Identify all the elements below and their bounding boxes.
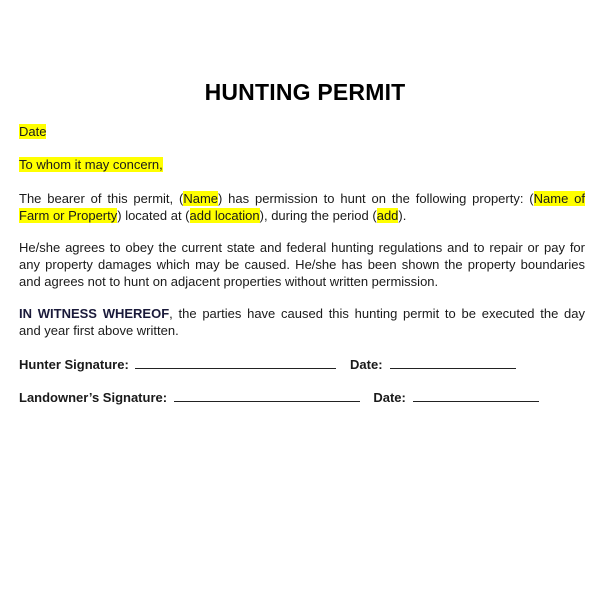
hunter-date-label: Date:: [350, 357, 383, 372]
location-placeholder: add location: [189, 208, 260, 223]
regulations-paragraph: [19, 239, 585, 290]
landowner-signature-row: [19, 389, 539, 405]
document-title: HUNTING PERMIT: [204, 79, 406, 105]
witness-text: , the parties have caused this hunting permit to be executed the day: [169, 306, 585, 321]
hunter-date-field[interactable]: [390, 356, 516, 369]
witness-line-1: [19, 305, 585, 322]
bearer-text: ) located at (: [117, 208, 190, 223]
period-placeholder: add: [376, 208, 399, 223]
witness-heading: IN WITNESS WHEREOF: [19, 306, 170, 321]
witness-line-2: and year first above written.: [19, 323, 179, 338]
landowner-date-label: Date:: [373, 390, 406, 405]
witness-paragraph: [19, 305, 585, 339]
bearer-text: The bearer of this permit, (: [19, 191, 184, 206]
regulations-line-3: and agrees not to hunt on adjacent properties without written permission.: [19, 274, 439, 289]
hunter-signature-row: [19, 356, 516, 372]
farm-placeholder-2: Farm or Property: [19, 208, 118, 223]
farm-placeholder-1: Name of: [533, 191, 586, 206]
name-placeholder: Name: [183, 191, 219, 206]
regulations-line-1: He/she agrees to obey the current state and federal hunting regulations and to repair or pay for: [19, 240, 585, 255]
bearer-text: ), during the period (: [259, 208, 377, 223]
bearer-text: ).: [398, 208, 407, 223]
landowner-signature-label: Landowner’s Signature:: [19, 390, 168, 405]
salutation-line: [19, 156, 585, 173]
bearer-text: ) has permission to hunt on the following property: (: [218, 191, 534, 206]
bearer-row-1: [19, 190, 585, 207]
hunter-signature-label: Hunter Signature:: [19, 357, 129, 372]
date-line: [19, 123, 585, 140]
bearer-row-2: [19, 207, 585, 224]
bearer-paragraph: [19, 190, 585, 224]
landowner-signature-field[interactable]: [174, 389, 360, 402]
salutation: To whom it may concern,: [19, 157, 163, 172]
hunter-signature-field[interactable]: [135, 356, 336, 369]
landowner-date-field[interactable]: [413, 389, 539, 402]
date-placeholder: Date: [19, 124, 47, 139]
regulations-line-2: any property damages which may be caused. He/she has been shown the property boundaries: [19, 257, 585, 272]
